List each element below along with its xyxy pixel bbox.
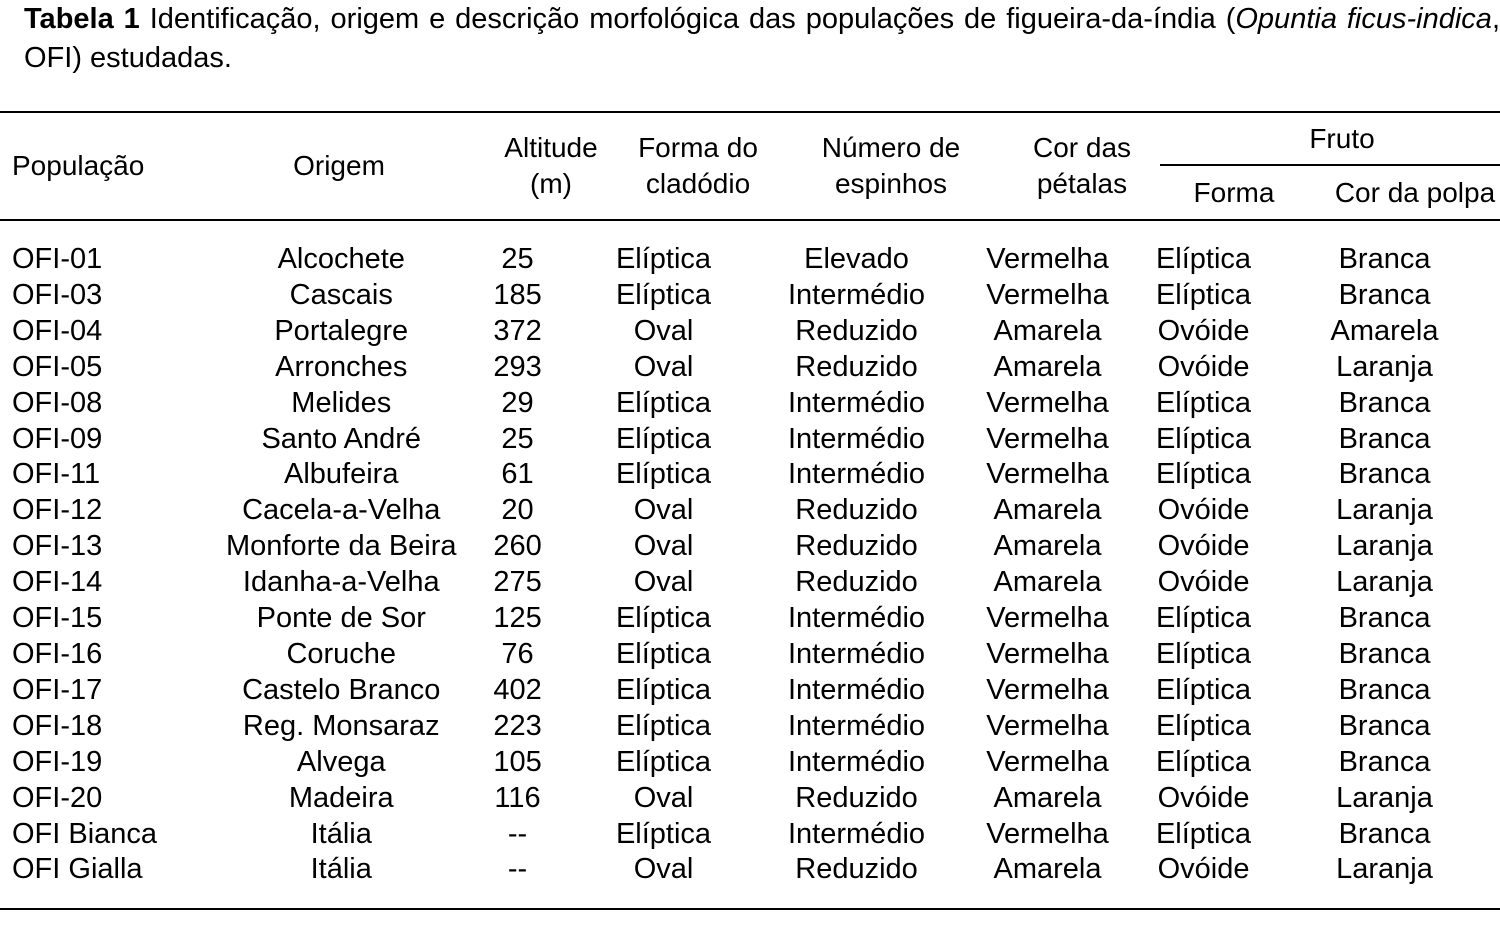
table-caption [24,0,1500,78]
cell-numero-espinhos: Intermédio [788,673,926,706]
cell-forma-cladodio: Elíptica [615,458,712,491]
header-bottom-rule [0,219,1500,221]
cell-populacao: OFI-16 [12,637,103,670]
cell-populacao: OFI Bianca [12,817,158,850]
cell-fruto-forma: Elíptica [1155,709,1252,742]
table-row [0,278,1493,314]
cell-fruto-cor-polpa: Laranja [1336,530,1433,563]
cell-fruto-forma: Elíptica [1155,673,1252,706]
cell-fruto-cor-polpa: Branca [1338,243,1431,275]
cell-populacao: OFI-19 [12,745,103,778]
cell-fruto-cor-polpa: Laranja [1336,781,1433,814]
cell-forma-cladodio: Elíptica [615,709,712,742]
cell-altitude: 61 [501,458,534,491]
cell-forma-cladodio: Oval [633,494,694,527]
header-altitude-line2: (m) [530,168,572,199]
cell-forma-cladodio: Oval [633,566,694,599]
cell-forma-cladodio: Oval [633,314,694,347]
cell-cor-petalas: Vermelha [986,386,1109,419]
cell-altitude: 25 [501,243,534,275]
cell-origem: Albufeira [284,458,399,491]
cell-numero-espinhos: Intermédio [788,422,926,455]
cell-origem: Castelo Branco [242,673,441,706]
cell-altitude: 25 [501,422,534,455]
cell-cor-petalas: Vermelha [986,243,1109,275]
cell-populacao: OFI-03 [12,278,103,311]
table-row [0,601,1493,637]
cell-altitude: 29 [501,386,534,419]
cell-cor-petalas: Vermelha [986,673,1109,706]
cell-fruto-forma: Elíptica [1155,745,1252,778]
header-forma-cladodio [613,130,783,202]
table-row [0,745,1493,781]
cell-populacao: OFI-11 [12,458,101,491]
cell-numero-espinhos: Reduzido [795,350,918,383]
cell-fruto-forma: Ovóide [1157,314,1250,347]
fruto-group-rule [1160,164,1500,166]
header-cor-petalas [999,130,1165,202]
table-row [0,781,1493,817]
cell-altitude: 260 [493,530,542,563]
cell-populacao: OFI-15 [12,602,103,635]
cell-cor-petalas: Amarela [993,314,1102,347]
cell-populacao: OFI-04 [12,314,103,347]
cell-fruto-cor-polpa: Branca [1338,673,1431,706]
cell-altitude: 125 [493,602,542,635]
table-row [0,457,1493,493]
cell-fruto-forma: Ovóide [1157,853,1250,886]
cell-fruto-cor-polpa: Amarela [1330,314,1439,347]
cell-fruto-forma: Ovóide [1157,566,1250,599]
cell-fruto-forma: Elíptica [1155,386,1252,419]
table-top-rule [0,111,1500,113]
cell-fruto-cor-polpa: Branca [1338,817,1431,850]
cell-origem: Monforte da Beira [226,530,457,563]
cell-numero-espinhos: Elevado [804,243,909,275]
cell-numero-espinhos: Intermédio [788,817,926,850]
table-label: Tabela 1 [24,3,140,35]
header-cladodio-line2: cladódio [645,168,751,199]
cell-fruto-forma: Elíptica [1155,637,1252,670]
cell-cor-petalas: Vermelha [986,709,1109,742]
cell-populacao: OFI-18 [12,709,103,742]
cell-fruto-cor-polpa: Branca [1338,278,1431,311]
cell-origem: Santo André [261,422,422,455]
cell-fruto-cor-polpa: Branca [1338,602,1431,635]
cell-origem: Cascais [289,278,393,311]
cell-forma-cladodio: Elíptica [615,422,712,455]
cell-populacao: OFI-12 [12,494,103,527]
cell-fruto-cor-polpa: Laranja [1336,350,1433,383]
cell-origem: Itália [310,817,372,850]
cell-altitude: 402 [493,673,542,706]
cell-numero-espinhos: Intermédio [788,602,926,635]
table-row [0,637,1493,673]
cell-forma-cladodio: Elíptica [615,637,712,670]
cell-populacao: OFI-13 [12,530,103,563]
cell-fruto-cor-polpa: Laranja [1336,494,1433,527]
table-row [0,852,1493,888]
cell-cor-petalas: Amarela [993,350,1102,383]
cell-fruto-forma: Elíptica [1155,602,1252,635]
cell-forma-cladodio: Elíptica [615,602,712,635]
cell-fruto-forma: Elíptica [1155,243,1252,275]
header-espinhos-line1: Número de [821,132,961,163]
caption-text-before: Identificação, origem e descrição morfológica das populações de figueira-da-índia ( [139,3,1236,35]
table-row [0,817,1493,853]
cell-forma-cladodio: Elíptica [615,673,712,706]
cell-numero-espinhos: Intermédio [788,745,926,778]
cell-forma-cladodio: Oval [633,350,694,383]
table-row [0,529,1493,565]
header-fruto-cor-polpa: Cor da polpa [1334,177,1496,208]
header-altitude-line1: Altitude [504,132,598,163]
cell-altitude: 20 [501,494,534,527]
cell-origem: Coruche [286,637,397,670]
cell-fruto-forma: Ovóide [1157,494,1250,527]
cell-numero-espinhos: Reduzido [795,530,918,563]
cell-origem: Alcochete [277,243,405,275]
cell-forma-cladodio: Elíptica [615,386,712,419]
cell-fruto-cor-polpa: Branca [1338,709,1431,742]
cell-origem: Itália [310,853,372,886]
table-row [0,386,1493,422]
cell-numero-espinhos: Intermédio [788,458,926,491]
cell-forma-cladodio: Oval [633,530,694,563]
cell-forma-cladodio: Elíptica [615,243,712,275]
cell-altitude: 105 [493,745,542,778]
cell-fruto-forma: Elíptica [1155,458,1252,491]
cell-origem: Reg. Monsaraz [242,709,440,742]
cell-altitude: 223 [493,709,542,742]
table-row [0,350,1493,386]
cell-altitude: -- [507,853,528,886]
cell-altitude: 372 [493,314,542,347]
cell-origem: Melides [291,386,392,419]
table-row [0,493,1493,529]
cell-numero-espinhos: Intermédio [788,709,926,742]
cell-altitude: 275 [493,566,542,599]
header-fruto-forma: Forma [1193,177,1275,208]
cell-cor-petalas: Amarela [993,781,1102,814]
cell-numero-espinhos: Intermédio [788,386,926,419]
cell-altitude: 185 [493,278,542,311]
cell-origem: Idanha-a-Velha [242,566,440,599]
cell-fruto-forma: Ovóide [1157,530,1250,563]
cell-populacao: OFI-05 [12,350,103,383]
cell-numero-espinhos: Reduzido [795,781,918,814]
cell-origem: Portalegre [274,314,409,347]
cell-forma-cladodio: Oval [633,781,694,814]
cell-fruto-cor-polpa: Laranja [1336,853,1433,886]
cell-cor-petalas: Amarela [993,494,1102,527]
header-petalas-line2: pétalas [1036,168,1128,199]
cell-cor-petalas: Vermelha [986,458,1109,491]
cell-populacao: OFI-20 [12,781,103,814]
cell-cor-petalas: Vermelha [986,817,1109,850]
header-fruto: Fruto [1309,123,1375,154]
cell-altitude: 116 [494,781,541,814]
table-row [0,673,1493,709]
header-petalas-line1: Cor das [1032,132,1132,163]
cell-cor-petalas: Vermelha [986,602,1109,635]
cell-populacao: OFI-08 [12,386,103,419]
cell-cor-petalas: Vermelha [986,278,1109,311]
cell-numero-espinhos: Reduzido [795,853,918,886]
table-row [0,242,1493,278]
cell-forma-cladodio: Elíptica [615,817,712,850]
header-populacao: População [12,150,145,181]
cell-numero-espinhos: Reduzido [795,314,918,347]
table-row [0,314,1493,350]
cell-cor-petalas: Amarela [993,566,1102,599]
header-numero-espinhos [783,130,999,202]
cell-cor-petalas: Vermelha [986,422,1109,455]
cell-cor-petalas: Vermelha [986,745,1109,778]
cell-numero-espinhos: Reduzido [795,494,918,527]
table-row [0,422,1493,458]
cell-fruto-forma: Elíptica [1155,422,1252,455]
cell-fruto-cor-polpa: Branca [1338,745,1431,778]
cell-forma-cladodio: Elíptica [615,278,712,311]
species-name: Opuntia ficus-indica [1235,3,1492,35]
cell-fruto-cor-polpa: Branca [1338,422,1431,455]
cell-fruto-forma: Ovóide [1157,350,1250,383]
cell-populacao: OFI-01 [12,243,103,275]
cell-origem: Arronches [275,350,408,383]
cell-numero-espinhos: Intermédio [788,637,926,670]
cell-forma-cladodio: Elíptica [615,745,712,778]
cell-cor-petalas: Amarela [993,530,1102,563]
caption-text-after: , OFI) estudadas. [24,3,1500,74]
cell-populacao: OFI-09 [12,422,103,455]
cell-fruto-cor-polpa: Branca [1338,386,1431,419]
data-table [0,242,1493,888]
cell-origem: Cacela-a-Velha [242,494,441,527]
header-espinhos-line2: espinhos [834,168,948,199]
cell-fruto-forma: Elíptica [1155,278,1252,311]
cell-altitude: -- [507,817,528,850]
cell-altitude: 293 [493,350,542,383]
cell-origem: Madeira [288,781,394,814]
cell-origem: Alvega [296,745,386,778]
header-altitude [490,130,612,202]
cell-fruto-forma: Elíptica [1155,817,1252,850]
cell-fruto-cor-polpa: Branca [1338,637,1431,670]
table-row [0,565,1493,601]
cell-fruto-forma: Ovóide [1157,781,1250,814]
cell-populacao: OFI Gialla [12,853,143,886]
cell-populacao: OFI-17 [12,673,103,706]
table-body [0,242,1493,888]
cell-fruto-cor-polpa: Laranja [1336,566,1433,599]
cell-populacao: OFI-14 [12,566,103,599]
cell-numero-espinhos: Reduzido [795,566,918,599]
table-bottom-rule [0,908,1500,910]
cell-fruto-cor-polpa: Branca [1338,458,1431,491]
header-cladodio-line1: Forma do [638,132,758,163]
table-row [0,709,1493,745]
cell-numero-espinhos: Intermédio [788,278,926,311]
cell-cor-petalas: Vermelha [986,637,1109,670]
cell-altitude: 76 [501,637,534,670]
cell-origem: Ponte de Sor [256,602,426,635]
cell-forma-cladodio: Oval [633,853,694,886]
cell-cor-petalas: Amarela [993,853,1102,886]
header-origem: Origem [293,150,385,181]
